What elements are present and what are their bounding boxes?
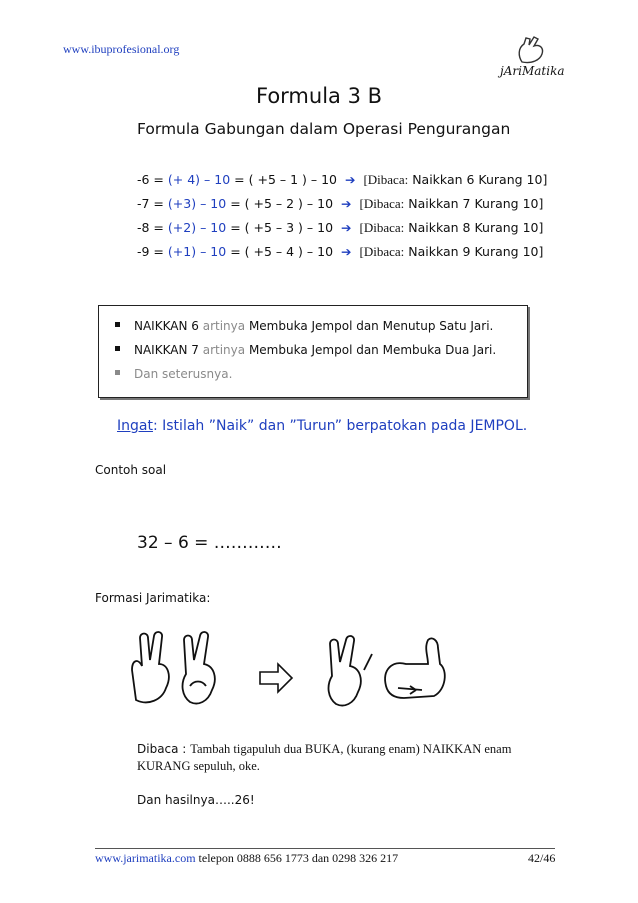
formasi-label: Formasi Jarimatika: — [95, 591, 211, 605]
arrow-right-icon: ➔ — [341, 196, 352, 211]
hand-peace-thumb-icon — [183, 632, 215, 704]
soal-expression: 32 – 6 = ………… — [137, 533, 282, 553]
formula-reading: Naikkan 9 Kurang 10] — [408, 244, 544, 259]
dibaca-text: Tambah tigapuluh dua BUKA, (kurang enam) NAIKKAN enam KURANG sepuluh, oke. — [137, 742, 512, 773]
footer-contact — [95, 851, 398, 866]
formula-add: (+2) — [167, 220, 197, 235]
formula-reading: Naikkan 6 Kurang 10] — [412, 172, 548, 187]
footer-phone: telepon 0888 656 1773 dan 0298 326 217 — [195, 851, 399, 865]
ingat-note — [117, 418, 527, 434]
formula-lhs: -9 = — [137, 244, 164, 259]
formula-sub: – 10 — [204, 172, 231, 187]
hand-formation-illustration — [128, 630, 468, 710]
formula-row — [137, 196, 543, 212]
note-item: NAIKKAN 7 artinya Membuka Jempol dan Membuka Dua Jari. — [115, 343, 496, 357]
hand-logo-icon — [514, 36, 554, 66]
dibaca-label: Dibaca : — [137, 742, 187, 756]
formula-add: (+3) — [167, 196, 197, 211]
ingat-text: : Istilah ”Naik” dan ”Turun” berpatokan pada JEMPOL. — [152, 418, 528, 434]
formula-row — [137, 220, 543, 236]
formula-sub: – 10 — [200, 196, 227, 211]
bullet-icon — [115, 370, 120, 375]
bullet-icon — [115, 322, 120, 327]
formula-dibaca: [Dibaca: — [363, 172, 409, 187]
notes-box — [98, 305, 528, 398]
formula-sub: – 10 — [200, 220, 227, 235]
header-url[interactable]: www.ibuprofesional.org — [63, 42, 180, 56]
page-subtitle: Formula Gabungan dalam Operasi Pengurangan — [137, 120, 511, 138]
note-item: Dan seterusnya. — [115, 367, 232, 381]
logo-text: jAriMatika — [500, 64, 565, 78]
hasil-text: Dan hasilnya…..26! — [137, 793, 255, 807]
arrow-right-icon: ➔ — [341, 244, 352, 259]
formula-reading: Naikkan 8 Kurang 10] — [408, 220, 544, 235]
page-title: Formula 3 B — [255, 84, 383, 108]
formula-lhs: -6 = — [137, 172, 164, 187]
dibaca-explanation — [137, 741, 517, 775]
formula-mid: = ( +5 – 3 ) – 10 — [230, 220, 334, 235]
formula-mid: = ( +5 – 1 ) – 10 — [234, 172, 337, 187]
hand-peace-closed-icon — [329, 636, 372, 706]
ingat-label: Ingat — [117, 418, 153, 434]
formula-lhs: -8 = — [137, 220, 164, 235]
arrow-outline-icon — [260, 664, 292, 692]
formula-row — [137, 172, 547, 188]
formula-lhs: -7 = — [137, 196, 164, 211]
arrow-right-icon: ➔ — [341, 220, 352, 235]
formula-dibaca: [Dibaca: — [359, 196, 405, 211]
formula-add: (+1) — [167, 244, 197, 259]
formula-row — [137, 244, 543, 260]
formula-mid: = ( +5 – 2 ) – 10 — [230, 196, 334, 211]
formula-sub: – 10 — [200, 244, 227, 259]
note-item: NAIKKAN 6 artinya Membuka Jempol dan Menutup Satu Jari. — [115, 319, 493, 333]
formula-dibaca: [Dibaca: — [359, 244, 405, 259]
hand-thumb-up-icon — [385, 638, 445, 698]
arrow-right-icon: ➔ — [344, 172, 356, 187]
jarimatika-logo — [500, 36, 572, 82]
formula-dibaca: [Dibaca: — [359, 220, 405, 235]
bullet-icon — [115, 346, 120, 351]
page-number: 42/46 — [528, 851, 556, 865]
formula-mid: = ( +5 – 4 ) – 10 — [230, 244, 334, 259]
footer-url[interactable]: www.jarimatika.com — [95, 851, 196, 865]
hand-peace-icon — [132, 632, 169, 702]
formula-reading: Naikkan 7 Kurang 10] — [408, 196, 544, 211]
footer-divider — [95, 848, 555, 849]
formula-add: (+ 4) — [167, 172, 201, 187]
contoh-label: Contoh soal — [95, 463, 167, 477]
